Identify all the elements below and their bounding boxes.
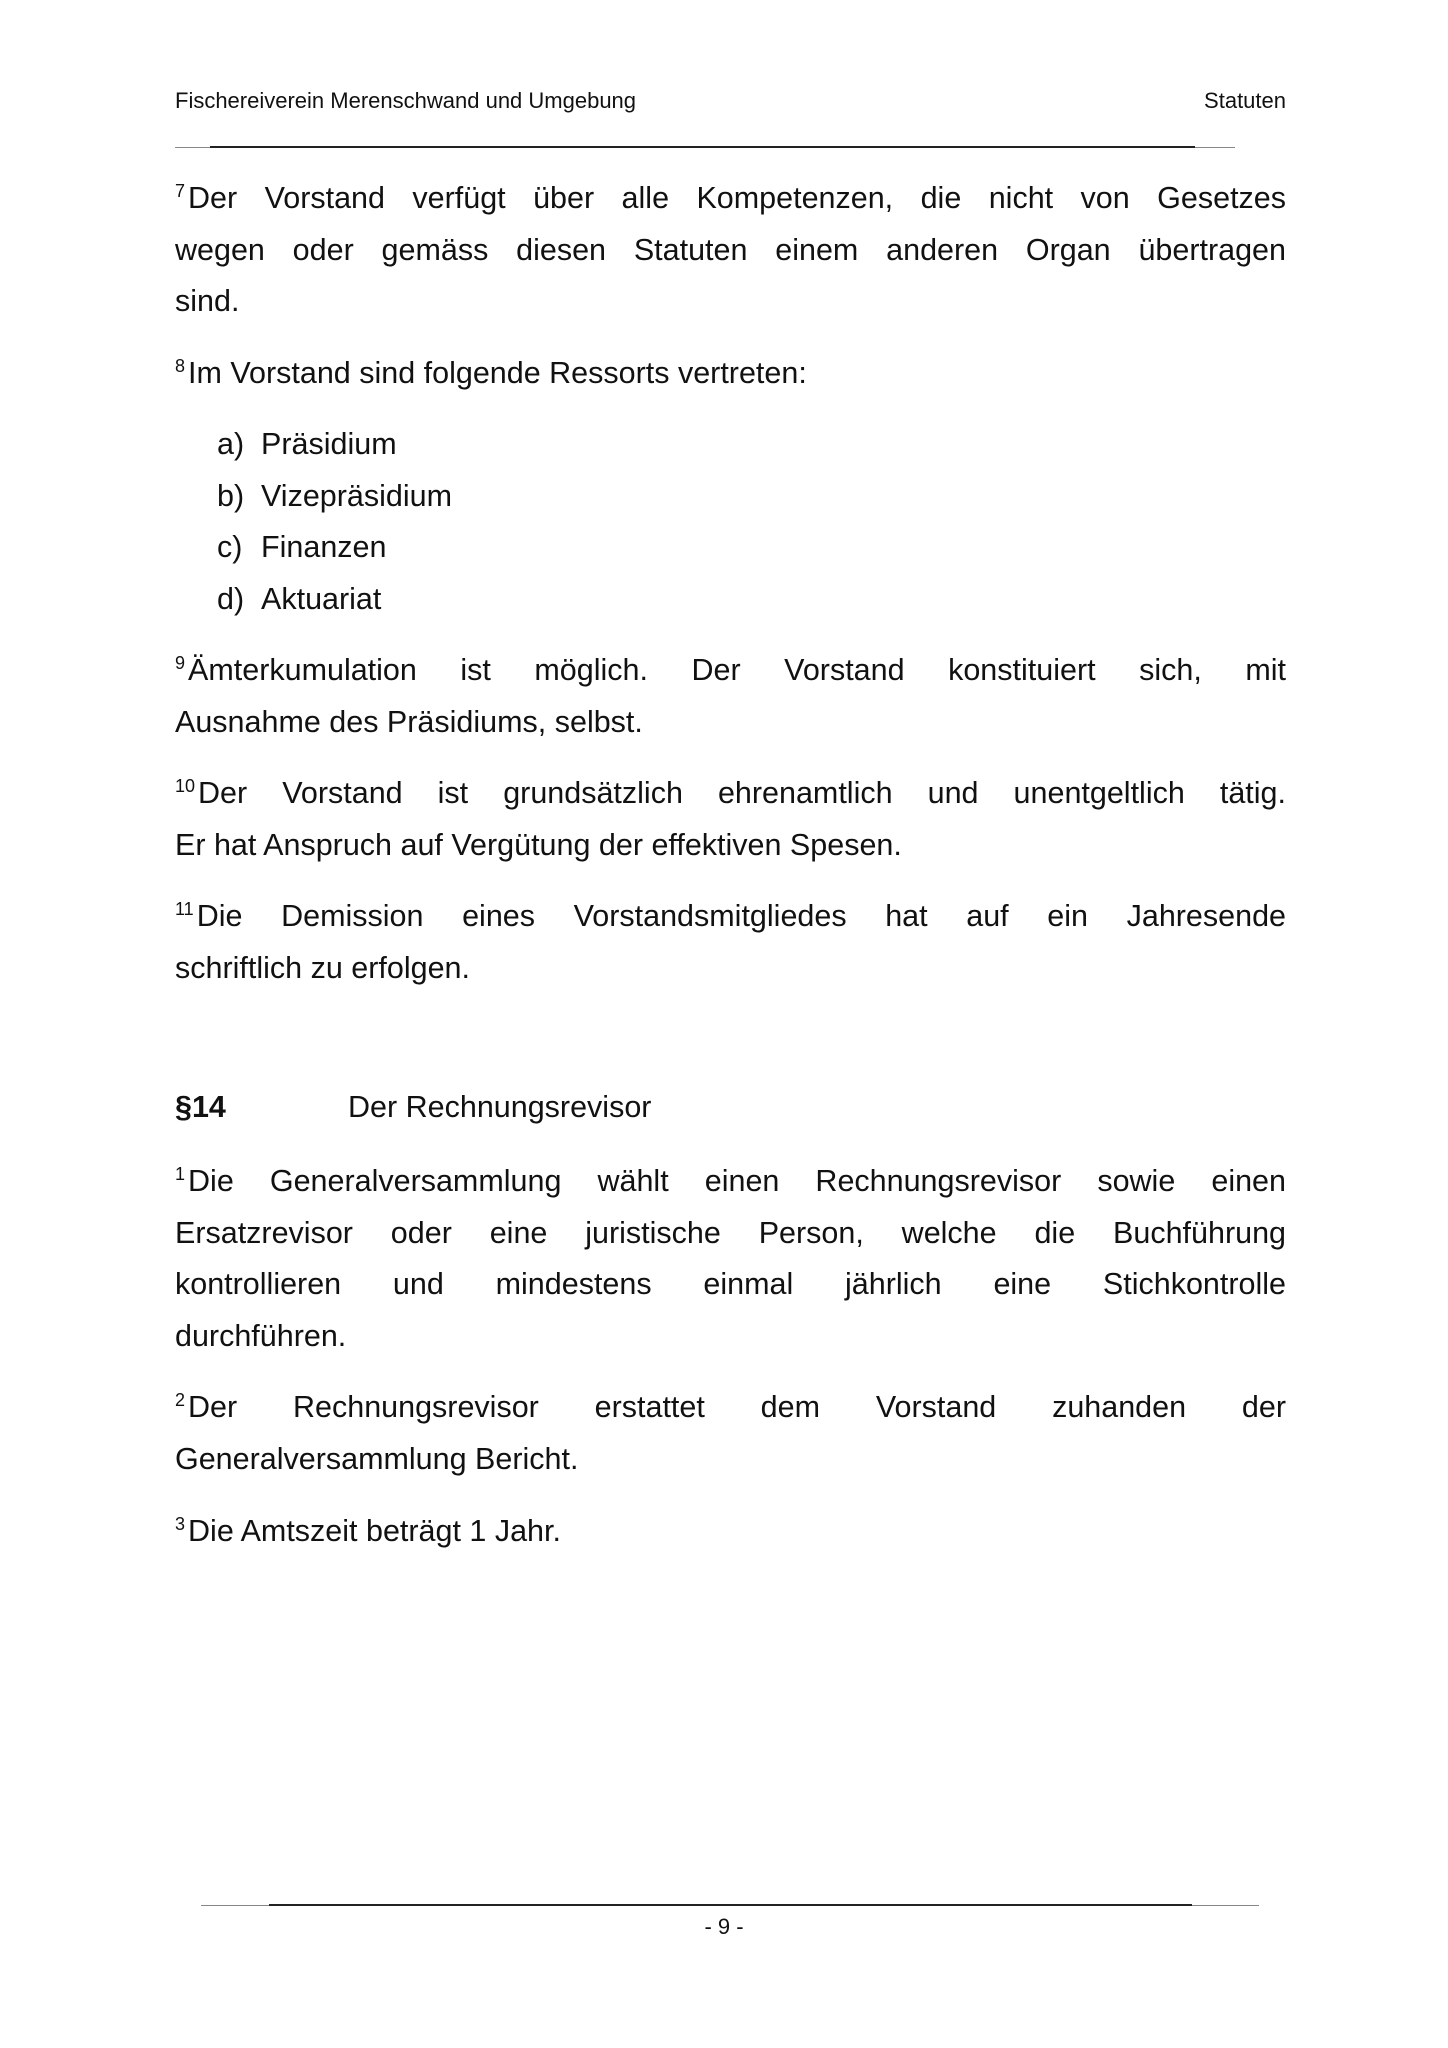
section-paragraph-1: $^1$Die Generalversammlung wählt einen Rechnungsrevisor sowie einen Ersatzrevisor oder eine juristische Person, welche die Buchführung kontrollieren und mindestens einmal jährlich eine Stichkontrolle durchführen. [175,1164,1286,1353]
list-item: b) Vizepräsidium [217,478,452,513]
paragraph-7: $^7$Der Vorstand verfügt über alle Kompetenzen, die nicht von Gesetzes wegen oder gemäss diesen Statuten einem anderen Organ übertragen sind. [175,181,1286,318]
ressort-list [175,419,1286,625]
list-item: d) Aktuariat [217,581,382,616]
list-item: a) Präsidium [217,427,397,461]
paragraph-11: $^{11}$Die Demission eines Vorstandsmitgliedes hat auf ein Jahresende schriftlich zu erfolgen. [175,899,1286,985]
header-section: Statuten [1204,88,1286,113]
paragraph-10: $^{10}$Der Vorstand ist grundsätzlich ehrenamtlich und unentgeltlich tätig. Er hat Anspruch auf Vergütung der effektiven Spesen. [175,776,1286,862]
list-item: c) Finanzen [217,530,387,564]
section-heading: §14 Der Rechnungsrevisor [175,1090,652,1124]
footer-rule-bold [269,1904,1192,1906]
paragraph-9: $^9$Ämterkumulation ist möglich. Der Vorstand konstituiert sich, mit Ausnahme des Präsidiums, selbst. [175,653,1286,739]
section-paragraph-2: $^2$Der Rechnungsrevisor erstattet dem Vorstand zuhanden der Generalversammlung Bericht. [175,1390,1286,1476]
section-paragraph-3: $^3$Die Amtszeit beträgt 1 Jahr. [175,1514,561,1548]
header-rule-bold [210,146,1195,148]
paragraph-8: $^8$Im Vorstand sind folgende Ressorts vertreten: [175,356,807,390]
page-number: - 9 - [704,1914,744,1939]
header-title: Fischereiverein Merenschwand und Umgebung [175,88,637,113]
